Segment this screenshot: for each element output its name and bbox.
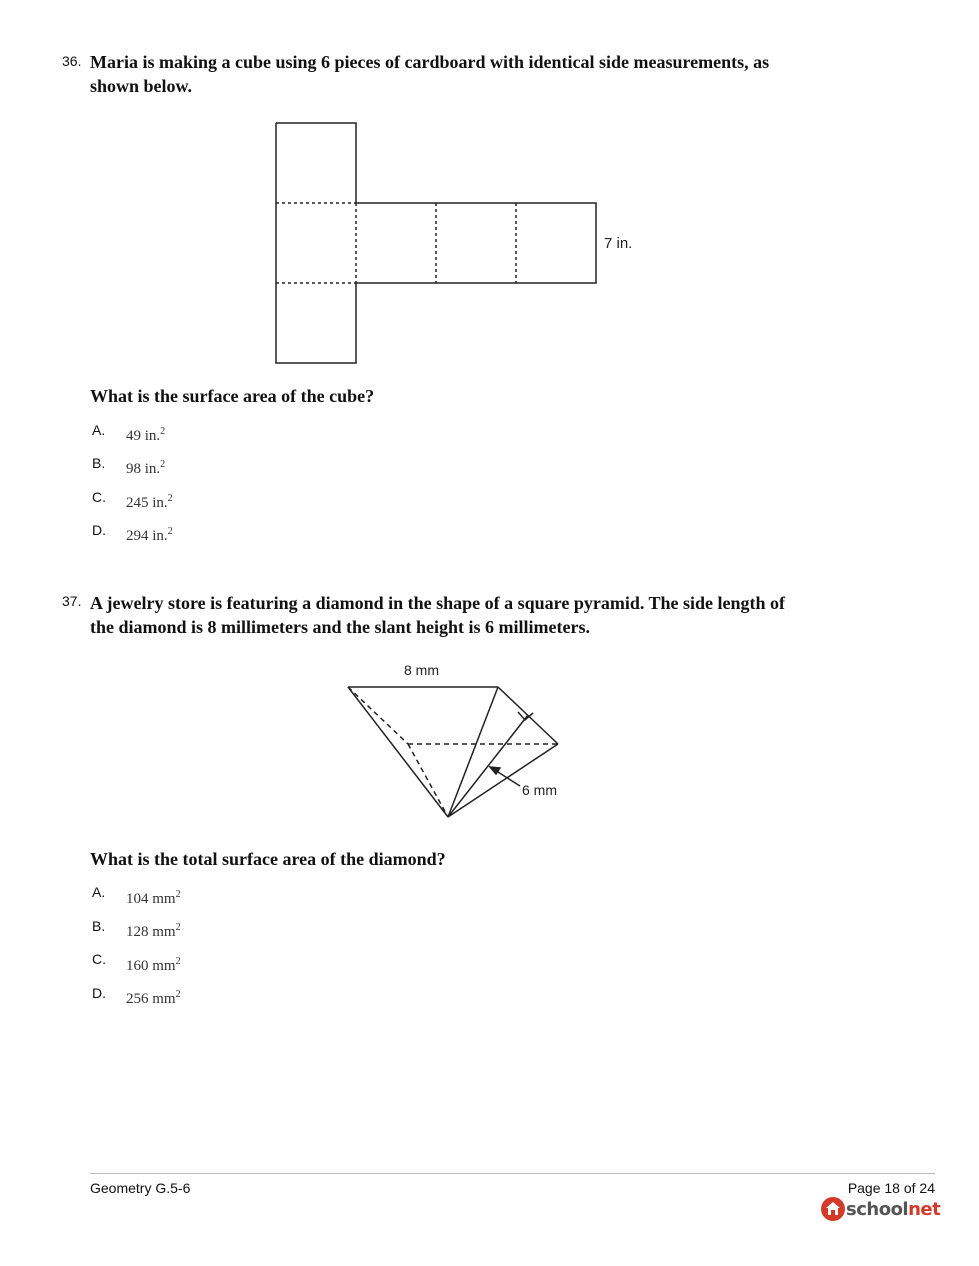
q37-option-d-letter[interactable]: D. xyxy=(92,985,106,1001)
question-36-subquestion: What is the surface area of the cube? xyxy=(90,386,375,406)
schoolnet-logo xyxy=(820,1196,940,1222)
q36-option-d-letter[interactable]: D. xyxy=(92,522,106,538)
pyramid-slant-height-line xyxy=(448,715,528,817)
question-37-text-line1: A jewelry store is featuring a diamond in the shape of a square pyramid. The side length of xyxy=(90,593,786,613)
schoolnet-house-icon xyxy=(820,1196,846,1222)
question-36-text-line2: shown below. xyxy=(90,76,193,96)
q36-option-c-letter[interactable]: C. xyxy=(92,489,106,505)
question-36-number: 36. xyxy=(62,53,82,69)
q36-option-c-value[interactable]: 245 in.$^2$ xyxy=(126,493,173,511)
q36-option-d-value[interactable]: 294 in.$^2$ xyxy=(126,526,173,544)
q37-option-b-value[interactable]: 128 $mm^2$ xyxy=(126,922,181,940)
question-37-text xyxy=(90,591,830,639)
q37-option-c-value[interactable]: 160 $mm^2$ xyxy=(126,956,181,974)
pyramid-figure xyxy=(330,655,590,830)
pyramid-hidden-lateral-edge xyxy=(408,744,448,817)
question-37-subquestion: What is the total surface area of the diamond? xyxy=(90,849,446,869)
q36-option-a-letter[interactable]: A. xyxy=(92,422,106,438)
q37-option-b-letter[interactable]: B. xyxy=(92,918,106,934)
pyramid-hidden-back-edge xyxy=(348,687,408,744)
cube-edge-label: 7 in. xyxy=(604,235,633,252)
cube-net-figure xyxy=(260,110,660,380)
q36-option-a-value[interactable]: 49 in.$^2$ xyxy=(126,426,166,444)
q36-option-b-value[interactable]: 98 in.$^2$ xyxy=(126,459,166,477)
pyramid-slant-label: 6 mm xyxy=(522,782,557,798)
logo-text-net: net xyxy=(908,1198,941,1220)
question-37-number: 37. xyxy=(62,593,82,609)
q36-option-b-letter[interactable]: B. xyxy=(92,455,106,471)
footer-divider xyxy=(90,1173,935,1174)
pyramid-left-edge xyxy=(348,687,448,817)
question-37-text-line2: the diamond is 8 millimeters and the slant height is 6 millimeters. xyxy=(90,617,590,637)
footer-page-number: Page 18 of 24 xyxy=(847,1180,935,1196)
pyramid-side-label: 8 mm xyxy=(404,662,439,678)
question-36-text xyxy=(90,50,830,98)
q37-option-a-letter[interactable]: A. xyxy=(92,884,106,900)
pyramid-front-edge xyxy=(448,687,498,817)
question-36-text-line1: Maria is making a cube using 6 pieces of cardboard with identical side measurements, as xyxy=(90,52,770,72)
pyramid-right-edge xyxy=(448,744,558,817)
q37-option-c-letter[interactable]: C. xyxy=(92,951,106,967)
logo-text-school: school xyxy=(846,1198,909,1220)
footer-course-title: Geometry G.5-6 xyxy=(90,1180,191,1196)
q37-option-a-value[interactable]: 104 $mm^2$ xyxy=(126,889,181,907)
q37-option-d-value[interactable]: 256 $mm^2$ xyxy=(126,989,181,1007)
cube-net-outline xyxy=(276,123,596,363)
